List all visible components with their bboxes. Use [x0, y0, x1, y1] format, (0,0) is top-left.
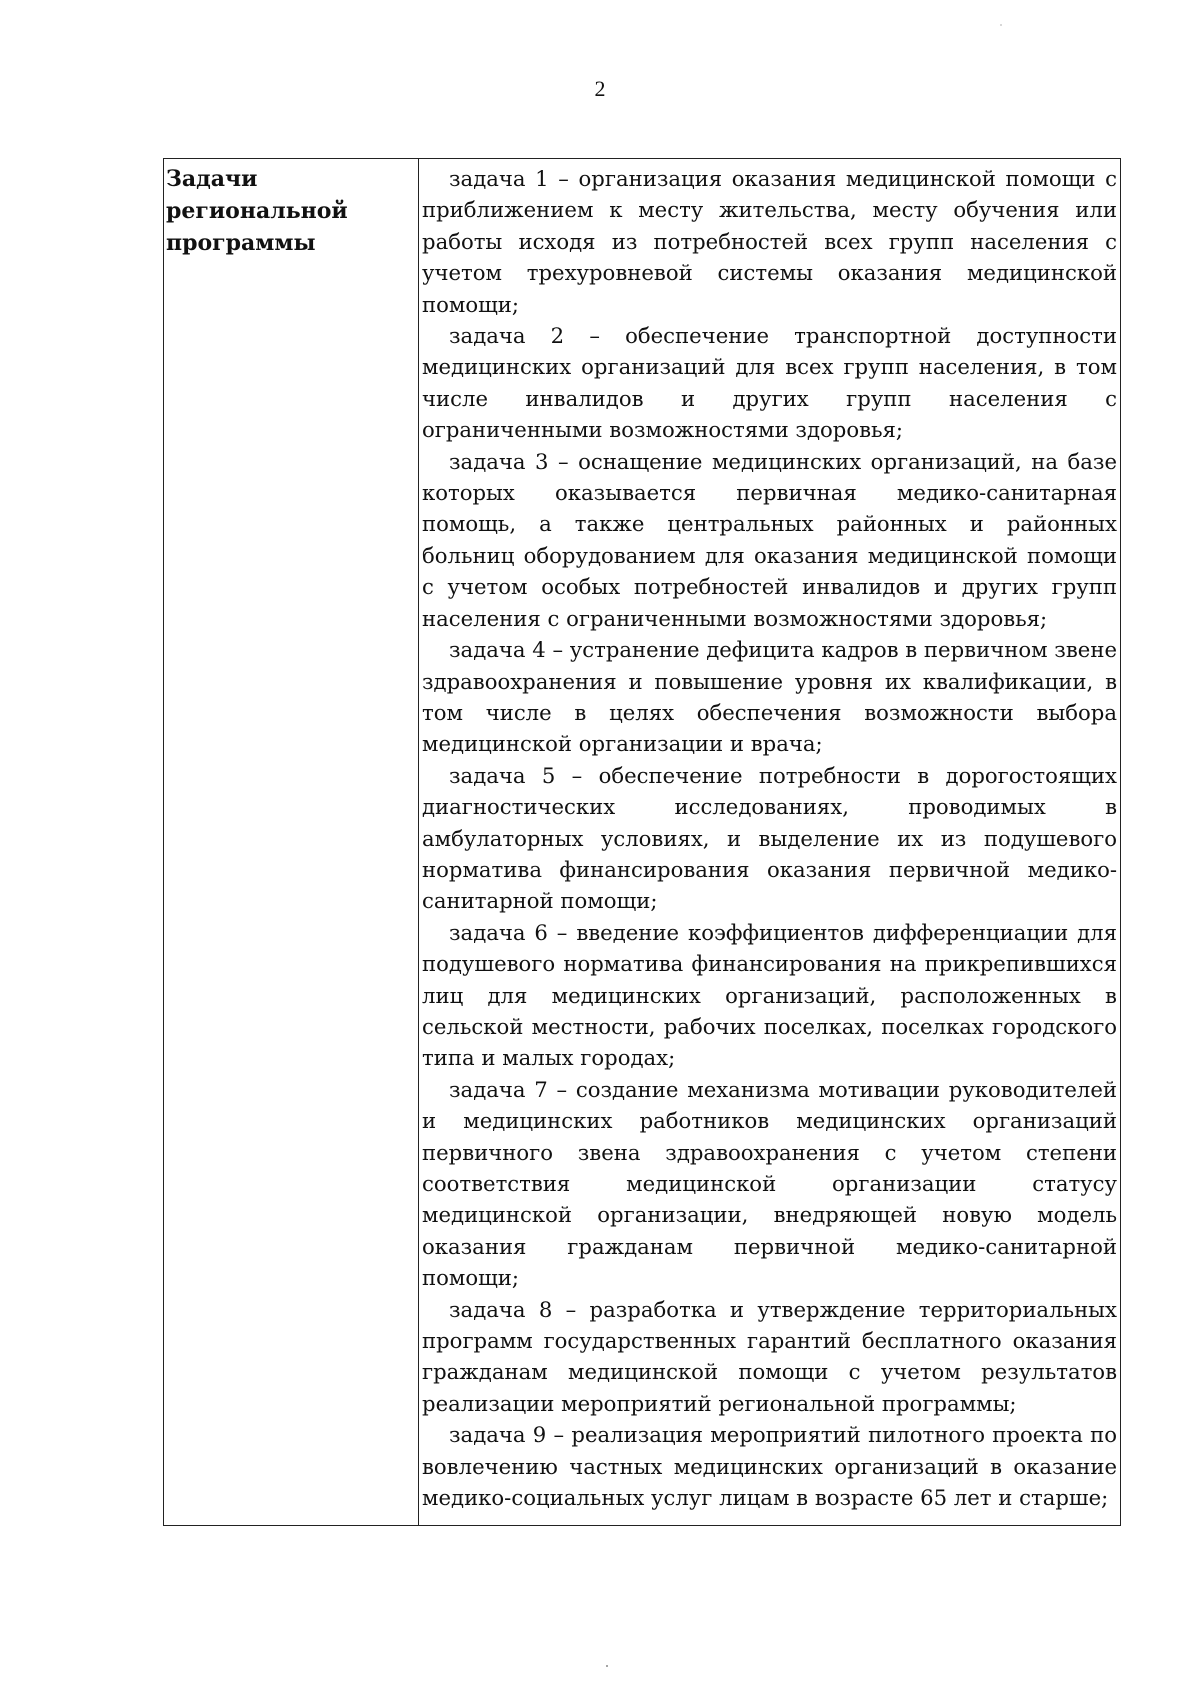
- table-header-cell: [164, 159, 419, 1525]
- task-3: задача 3 – оснащение медицинских организаций, на базе которых оказывается первичная медико-санитарная помощь, а также центральных районных и районных больниц оборудованием для оказания медицинской помощи с учетом особых потребностей инвалидов и других групп населения с ограниченными возможностями здоровья;: [422, 448, 1117, 631]
- task-6: задача 6 – введение коэффициентов дифференциации для подушевого норматива финансирования на прикрепившихся лиц для медицинских организаций, расположенных в сельской местности, рабочих поселках, поселках городского типа и малых городах;: [422, 919, 1117, 1071]
- page-number: 2: [594, 76, 606, 101]
- task-8: задача 8 – разработка и утверждение территориальных программ государственных гарантий бесплатного оказания гражданам медицинской помощи с учетом результатов реализации мероприятий региональной программы;: [422, 1296, 1117, 1416]
- header-line-1: Задачи: [166, 166, 258, 192]
- task-4: задача 4 – устранение дефицита кадров в первичном звене здравоохранения и повышение уровня их квалификации, в том числе в целях обеспечения возможности выбора медицинской организации и врача;: [422, 637, 1117, 757]
- task-5: задача 5 – обеспечение потребности в дорогостоящих диагностических исследованиях, проводимых в амбулаторных условиях, и выделение их из подушевого норматива финансирования оказания первичной медико-санитарной помощи;: [422, 762, 1117, 914]
- tasks-cell: [419, 159, 1120, 1525]
- scan-artifact: [1000, 24, 1002, 26]
- header-line-3: программы: [166, 230, 316, 256]
- program-tasks-table: [163, 158, 1121, 1526]
- task-7: задача 7 – создание механизма мотивации руководителей и медицинских работников медицинских организаций первичного звена здравоохранения с учетом степени соответствия медицинской организации статусу медицинской организации, внедряющей новую модель оказания гражданам первичной медико-санитарной помощи;: [422, 1076, 1117, 1291]
- header-line-2: региональной: [166, 198, 348, 224]
- task-9: задача 9 – реализация мероприятий пилотного проекта по вовлечению частных медицинских организаций в оказание медико-социальных услуг лицам в возрасте 65 лет и старше;: [422, 1422, 1117, 1511]
- task-1: задача 1 – организация оказания медицинской помощи с приближением к месту жительства, месту обучения или работы исходя из потребностей всех групп населения с учетом трехуровневой системы оказания медицинской помощи;: [422, 166, 1117, 317]
- scan-artifact: [606, 1665, 608, 1667]
- task-2: задача 2 – обеспечение транспортной доступности медицинских организаций для всех групп населения, в том числе инвалидов и других групп населения с ограниченными возможностями здоровья;: [422, 323, 1117, 443]
